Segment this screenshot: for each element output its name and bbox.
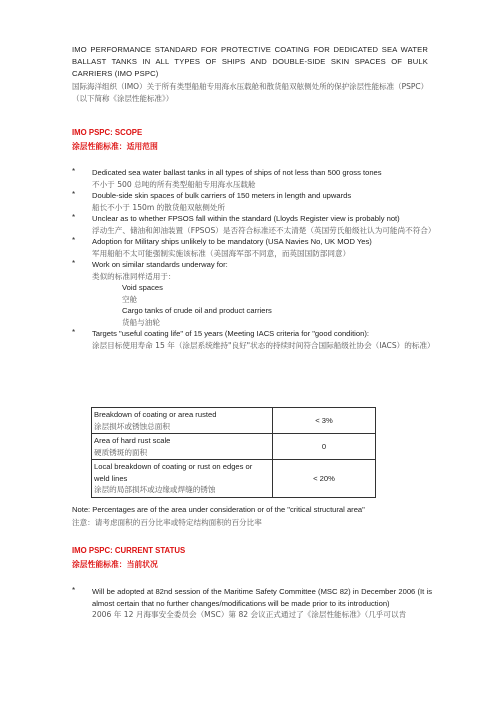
scope-item-en: Unclear as to whether FPSOS fall within the standard (Lloyds Register view is probably not) [92,214,400,223]
note-zh: 注意：请考虑面积的百分比率或特定结构面积的百分比率 [72,518,262,527]
scope-item-targets [72,328,435,351]
criterion-zh: 涂层损坏或锈蚀总面积 [94,421,170,431]
scope-item [72,236,432,259]
criterion-zh: 涂层的局部损坏或边缘或焊缝的锈蚀 [94,485,216,494]
scope-item-zh: 不小于 500 总吨的所有类型船舶专用海水压载舱 [92,179,256,189]
document-title-en: IMO PERFORMANCE STANDARD FOR PROTECTIVE COATING FOR DEDICATED SEA WATER BALLAST TANKS IN ALL TYPES OF SHIPS AND DOUBLE-SIDE SKIN SPACES OF BULK CARRIERS (IMO PSPC) [72,45,428,78]
scope-item-zh: 船长不小于 150m 的散货船双舷侧处所 [92,202,226,212]
sub-list [92,282,432,328]
scope-item [72,259,432,328]
table-cell-criterion [92,434,273,460]
bullet-star-icon: * [72,236,76,245]
note-en: Note: Percentages are of the area under consideration or of the "critical structural area" [72,505,365,514]
scope-item-zh: 类似的标准同样适用于： [92,271,176,281]
sub-item-zh: 货船与油轮 [122,317,160,327]
scope-item-zh: 浮动生产、储油和卸油装置（FPSOS）是否符合标准还不太清楚（英国劳氏船级社认为可能尚不符合） [92,225,436,235]
table-row [92,434,376,460]
scope-item [72,213,436,236]
bullet-star-icon: * [72,190,76,199]
table-cell-criterion [92,460,273,498]
table-cell-criterion [92,408,273,434]
bullet-star-icon: * [72,586,76,595]
table-cell-value: < 20% [273,460,376,498]
criterion-en: Breakdown of coating or area rusted [94,410,217,419]
sub-item-en: Cargo tanks of crude oil and product carriers [122,306,272,315]
coating-criteria-table [91,407,376,498]
table-cell-value: 0 [273,434,376,460]
scope-item-en: Work on similar standards underway for: [92,260,228,269]
bullet-star-icon: * [72,213,76,222]
table-cell-value: < 3% [273,408,376,434]
table-row [92,408,376,434]
status-heading-en: IMO PSPC: CURRENT STATUS [72,546,186,555]
status-list [72,586,432,621]
scope-list [72,167,436,351]
status-en: Will be adopted at 82nd session of the Maritime Safety Committee (MSC 82) in December 2006 (It is almost certain that no further changes/modifications will be made prior to its introduction) [92,587,432,608]
scope-item-en: Dedicated sea water ballast tanks in all types of ships of not less than 500 gross tones [92,168,382,177]
bullet-star-icon: * [72,259,76,268]
document-title-zh: 国际海洋组织（IMO）关于所有类型船舶专用海水压载舱和散货船双舷侧处所的保护涂层性能标准（PSPC）（以下简称《涂层性能标准》） [72,82,425,103]
status-zh: 2006 年 12 月海事安全委员会（MSC）第 82 会议正式通过了《涂层性能标准》（几乎可以肯 [92,610,407,619]
scope-item [72,167,432,190]
status-heading-zh: 涂层性能标准：当前状况 [72,560,158,569]
criterion-zh: 硬质锈斑的面积 [94,447,148,457]
criterion-en: Local breakdown of coating or rust on edges or weld lines [94,462,253,483]
scope-heading-en: IMO PSPC: SCOPE [72,128,143,137]
scope-heading-zh: 涂层性能标准：适用范围 [72,142,158,151]
scope-item-en: Double-side skin spaces of bulk carriers of 150 meters in length and upwards [92,191,352,200]
sub-item-en: Void spaces [122,283,163,292]
targets-zh: 涂层目标使用寿命 15 年（涂层系统维持"良好"状态的持续时间符合国际船级社协会（IACS）的标准） [92,340,435,350]
criterion-en: Area of hard rust scale [94,436,171,445]
bullet-star-icon: * [72,167,76,176]
scope-item-zh: 军用船舶不太可能强制实施该标准（美国海军部不同意，而英国国防部同意） [92,248,351,258]
table-row [92,460,376,498]
targets-en: Targets "useful coating life" of 15 years (Meeting IACS criteria for "good condition): [92,329,369,338]
scope-item [72,190,432,213]
bullet-star-icon: * [72,328,76,337]
status-item [72,586,432,621]
scope-item-en: Adoption for Military ships unlikely to be mandatory (USA Navies No, UK MOD Yes) [92,237,372,246]
sub-item-zh: 空舱 [122,294,138,304]
